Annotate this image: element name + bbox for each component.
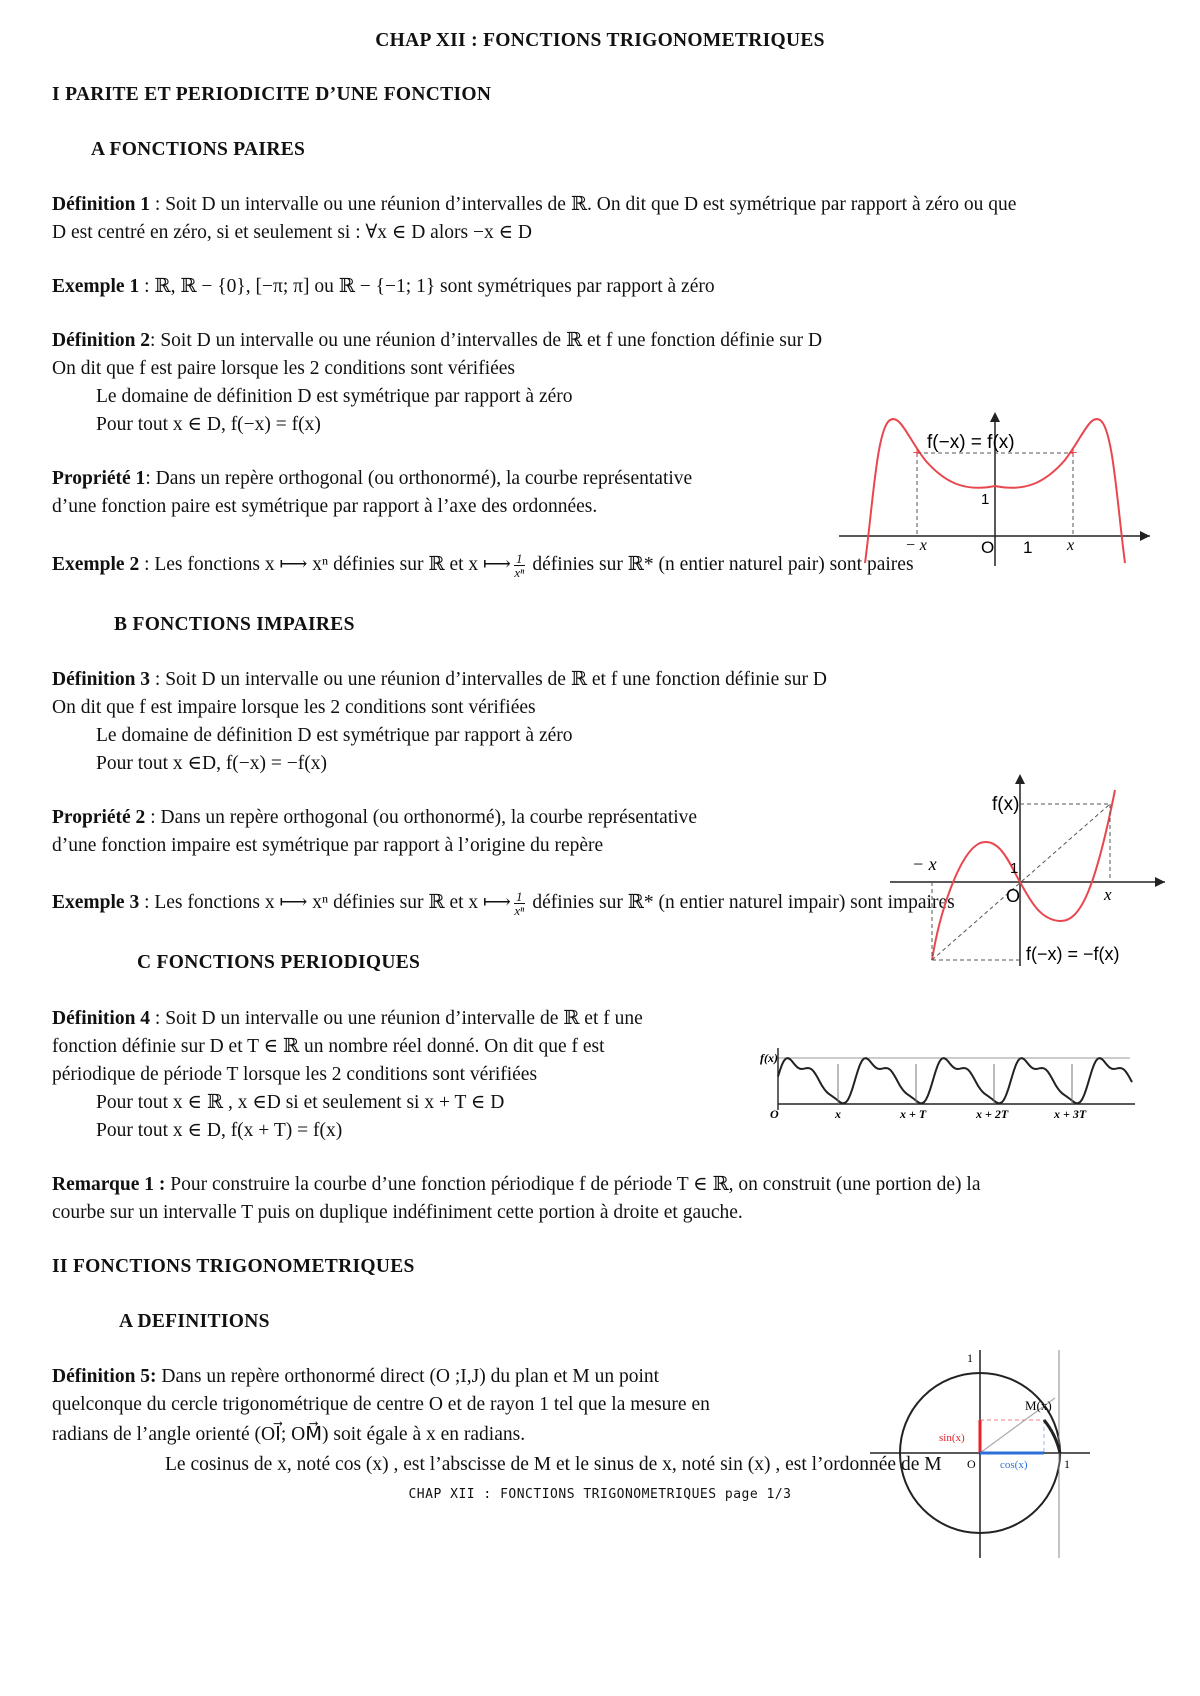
fraction: $\frac{1}{\text{xⁿ}}$ — [514, 889, 525, 919]
svg-text:1: 1 — [981, 491, 990, 508]
definition-4-condition-1: Pour tout x ∈ ℝ , x ∈D si et seulement si x + T ∈ D — [96, 1092, 505, 1113]
svg-text:x: x — [835, 1107, 841, 1121]
subsection-heading-2a: A DEFINITIONS — [119, 1311, 270, 1332]
x-axis-arrow-icon — [1140, 531, 1150, 541]
property-1-line-1: Propriété 1: Dans un repère orthogonal (ou orthonormé), la courbe représentative — [52, 468, 693, 489]
definition-1-label: Définition 1 — [52, 194, 151, 215]
definition-2-line-1: Définition 2: Soit D un intervalle ou une réunion d’intervalles de ℝ et f une fonction définie sur D — [52, 330, 823, 351]
even-function-graph — [835, 408, 1155, 568]
definition-5-line-1: Définition 5: Dans un repère orthonormé direct (O ;I,J) du plan et M un point — [52, 1366, 660, 1387]
svg-text:x: x — [1067, 537, 1075, 554]
y-axis-arrow-icon — [1015, 774, 1025, 784]
definition-4-line-1: Définition 4 : Soit D un intervalle ou une réunion d’intervalle de ℝ et f une — [52, 1008, 643, 1029]
page-footer: CHAP XII : FONCTIONS TRIGONOMETRIQUES page 1/3 — [408, 1487, 792, 1502]
subsection-heading-a: A FONCTIONS PAIRES — [91, 139, 306, 160]
odd-function-graph — [880, 770, 1170, 970]
subsection-heading-c: C FONCTIONS PERIODIQUES — [137, 952, 421, 973]
definition-1-line-1: Définition 1 : Soit D un intervalle ou une réunion d’intervalles de ℝ. On dit que D est symétrique par rapport à zéro ou que — [52, 194, 1017, 215]
svg-text:f(x): f(x) — [992, 794, 1020, 815]
svg-text:cos(x): cos(x) — [1000, 1459, 1028, 1471]
definition-2-condition-1: Le domaine de définition D est symétrique par rapport à zéro — [96, 386, 573, 407]
definition-1-line-2: D est centré en zéro, si et seulement si : ∀x ∈ D alors −x ∈ D — [52, 222, 532, 243]
svg-text:x: x — [1104, 885, 1112, 904]
fig1-top-label: f(−x) = f(x) — [927, 432, 1015, 453]
svg-text:x + T: x + T — [900, 1107, 927, 1121]
section-heading-1: I PARITE ET PERIODICITE D’UNE FONCTION — [52, 84, 492, 105]
svg-text:x + 3T: x + 3T — [1054, 1107, 1087, 1121]
y-axis-arrow-icon — [990, 412, 1000, 422]
trigonometric-circle — [865, 1350, 1095, 1560]
svg-text:+: + — [1068, 445, 1078, 462]
svg-text:f(−x) = −f(x): f(−x) = −f(x) — [1026, 944, 1120, 964]
definition-5-line-2: quelconque du cercle trigonométrique de centre O et de rayon 1 tel que la mesure en — [52, 1394, 710, 1415]
odd-curve — [932, 790, 1115, 960]
example-2: Exemple 2 : Les fonctions x ⟼ xⁿ définies sur ℝ et x ⟼ $\frac{1}{\text{xⁿ}}$ définies sur ℝ* (n entier naturel pair) sont paires — [52, 551, 914, 581]
property-2-line-2: d’une fonction impaire est symétrique par rapport à l’origine du repère — [52, 835, 604, 856]
periodic-function-graph — [760, 1040, 1140, 1140]
svg-text:sin(x): sin(x) — [939, 1432, 965, 1444]
definition-2-condition-2: Pour tout x ∈ D, f(−x) = f(x) — [96, 414, 321, 435]
property-2-line-1: Propriété 2 : Dans un repère orthogonal (ou orthonormé), la courbe représentative — [52, 807, 698, 828]
definition-3-condition-2: Pour tout x ∈D, f(−x) = −f(x) — [96, 753, 328, 774]
svg-text:1: 1 — [967, 1351, 973, 1365]
svg-text:M(x): M(x) — [1025, 1398, 1052, 1413]
definition-5-line-3: radians de l’angle orienté (OI⃗; OM⃗) soit égale à x en radians. — [52, 1424, 526, 1445]
svg-text:O: O — [981, 538, 995, 557]
definition-3-condition-1: Le domaine de définition D est symétrique par rapport à zéro — [96, 725, 573, 746]
remark-1-line-1: Remarque 1 : Pour construire la courbe d’une fonction périodique f de période T ∈ ℝ, on construit (une portion de) la — [52, 1174, 981, 1195]
subsection-heading-b: B FONCTIONS IMPAIRES — [114, 614, 355, 635]
definition-3-line-2: On dit que f est impaire lorsque les 2 conditions sont vérifiées — [52, 697, 536, 718]
svg-text:− x: − x — [905, 537, 927, 554]
fraction: $\frac{1}{\text{xⁿ}}$ — [514, 551, 525, 581]
section-heading-2: II FONCTIONS TRIGONOMETRIQUES — [52, 1256, 415, 1277]
page-title: CHAP XII : FONCTIONS TRIGONOMETRIQUES — [375, 30, 825, 51]
svg-text:1: 1 — [1010, 860, 1019, 877]
svg-text:O: O — [770, 1107, 779, 1121]
definition-5-line-4: Le cosinus de x, noté cos (x) , est l’abscisse de M et le sinus de x, noté sin (x) , est l’ordonnée de M — [165, 1454, 942, 1475]
periodic-curve — [778, 1058, 1132, 1103]
example-3: Exemple 3 : Les fonctions x ⟼ xⁿ définies sur ℝ et x ⟼ $\frac{1}{\text{xⁿ}}$ définies sur ℝ* (n entier naturel impair) sont impaires — [52, 889, 955, 919]
svg-text:f(x): f(x) — [760, 1051, 778, 1065]
svg-text:O: O — [1006, 886, 1021, 906]
definition-4-line-3: périodique de période T lorsque les 2 conditions sont vérifiées — [52, 1064, 538, 1085]
definition-3-line-1: Définition 3 : Soit D un intervalle ou une réunion d’intervalles de ℝ et f une fonction définie sur D — [52, 669, 827, 690]
svg-text:x + 2T: x + 2T — [976, 1107, 1009, 1121]
svg-text:+: + — [912, 445, 922, 462]
svg-text:− x: − x — [912, 854, 937, 874]
x-axis-arrow-icon — [1155, 877, 1165, 887]
example-1: Exemple 1 : ℝ, ℝ − {0}, [−π; π] ou ℝ − {−1; 1} sont symétriques par rapport à zéro — [52, 276, 715, 297]
property-1-line-2: d’une fonction paire est symétrique par rapport à l’axe des ordonnées. — [52, 496, 598, 517]
svg-text:1: 1 — [1023, 538, 1033, 557]
remark-1-line-2: courbe sur un intervalle T puis on duplique indéfiniment cette portion à droite et gauche. — [52, 1202, 743, 1223]
definition-4-condition-2: Pour tout x ∈ D, f(x + T) = f(x) — [96, 1120, 343, 1141]
svg-text:1: 1 — [1064, 1457, 1070, 1471]
svg-text:O: O — [967, 1457, 976, 1471]
definition-4-line-2: fonction définie sur D et T ∈ ℝ un nombre réel donné. On dit que f est — [52, 1036, 605, 1057]
definition-2-line-2: On dit que f est paire lorsque les 2 conditions sont vérifiées — [52, 358, 516, 379]
